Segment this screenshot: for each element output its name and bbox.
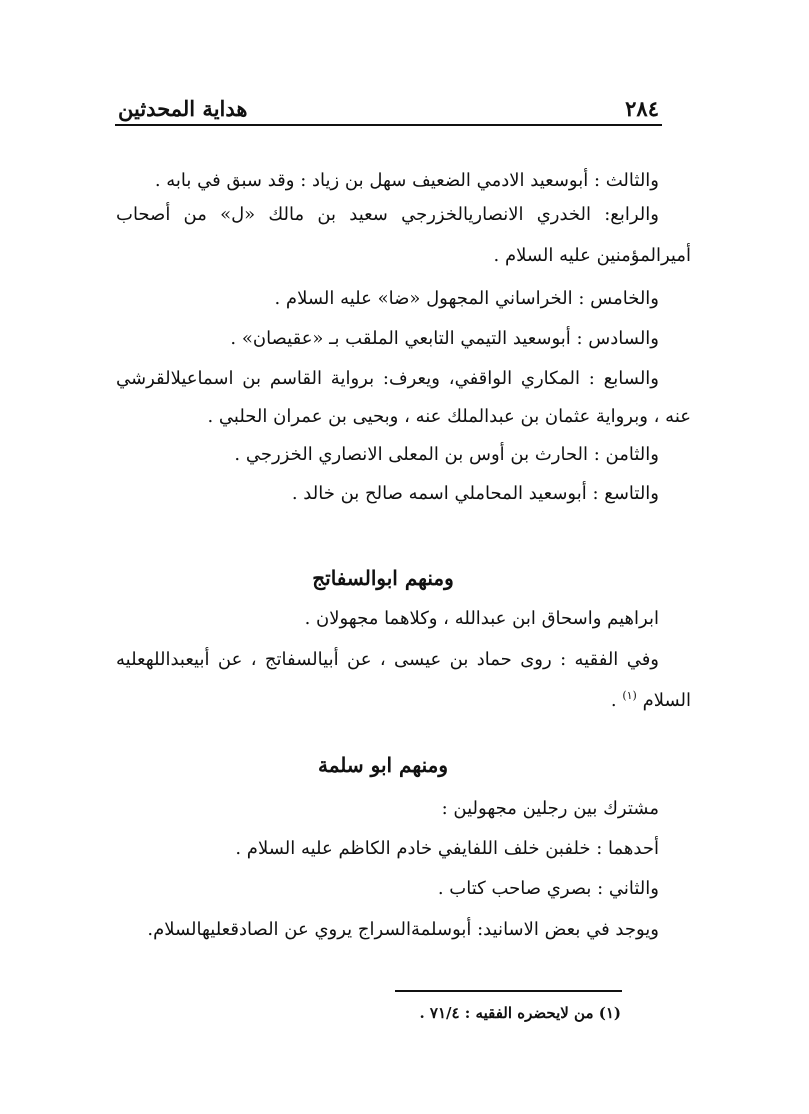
- text-line: والثامن : الحارث بن أوس بن المعلى الانصاري الخزرجي .: [234, 444, 659, 465]
- text-line: والخامس : الخراساني المجهول «ضا» عليه السلام .: [274, 288, 659, 309]
- text-line: عنه ، وبرواية عثمان بن عبدالملك عنه ، وبحيى بن عمران الحلبي .: [207, 406, 691, 427]
- text-line: والثالث : أبوسعيد الادمي الضعيف سهل بن زياد : وقد سبق في بابه .: [154, 170, 659, 191]
- text-line: [611, 690, 691, 710]
- text-line: مشترك بين رجلين مجهولين :: [441, 798, 659, 819]
- text-line: وفي الفقيه : روى حماد بن عيسى ، عن أبيالسفاتج ، عن أبيعبداللهعليه: [116, 649, 659, 670]
- footnote-reference: (١): [622, 689, 637, 702]
- section-heading: ومنهم ابو سلمة: [318, 753, 448, 777]
- text-line: والرابع: الخدري الانصاريالخزرجي سعيد بن مالك «ل» من أصحاب: [116, 204, 659, 225]
- text-line: ابراهيم واسحاق ابن عبدالله ، وكلاهما مجهولان .: [304, 608, 659, 629]
- text-line: والتاسع : أبوسعيد المحاملي اسمه صالح بن خالد .: [291, 483, 659, 504]
- footnote: (١) من لايحضره الفقيه : ٧١/٤ .: [419, 1004, 621, 1022]
- text-line: والسابع : المكاري الواقفي، ويعرف: برواية القاسم بن اسماعيلالقرشي: [116, 368, 659, 389]
- page-number: ٢٨٤: [625, 96, 659, 121]
- section-heading: ومنهم ابوالسفاتج: [312, 566, 454, 590]
- header-rule: [115, 124, 662, 126]
- text-line: أحدهما : خلفبن خلف اللفايفي خادم الكاظم عليه السلام .: [235, 838, 659, 859]
- text-line: ويوجد في بعض الاسانيد: أبوسلمةالسراج يروي عن الصادقعليهالسلام.: [147, 919, 659, 940]
- text-line-part: .: [610, 690, 617, 711]
- text-line-part: السلام: [642, 690, 691, 711]
- running-title: هداية المحدثين: [118, 96, 248, 121]
- text-line: والثاني : بصري صاحب كتاب .: [437, 878, 659, 899]
- text-line: أميرالمؤمنين عليه السلام .: [493, 245, 691, 266]
- text-line: والسادس : أبوسعيد التيمي التابعي الملقب بـ «عقيصان» .: [230, 328, 659, 349]
- footnote-separator: [395, 990, 622, 992]
